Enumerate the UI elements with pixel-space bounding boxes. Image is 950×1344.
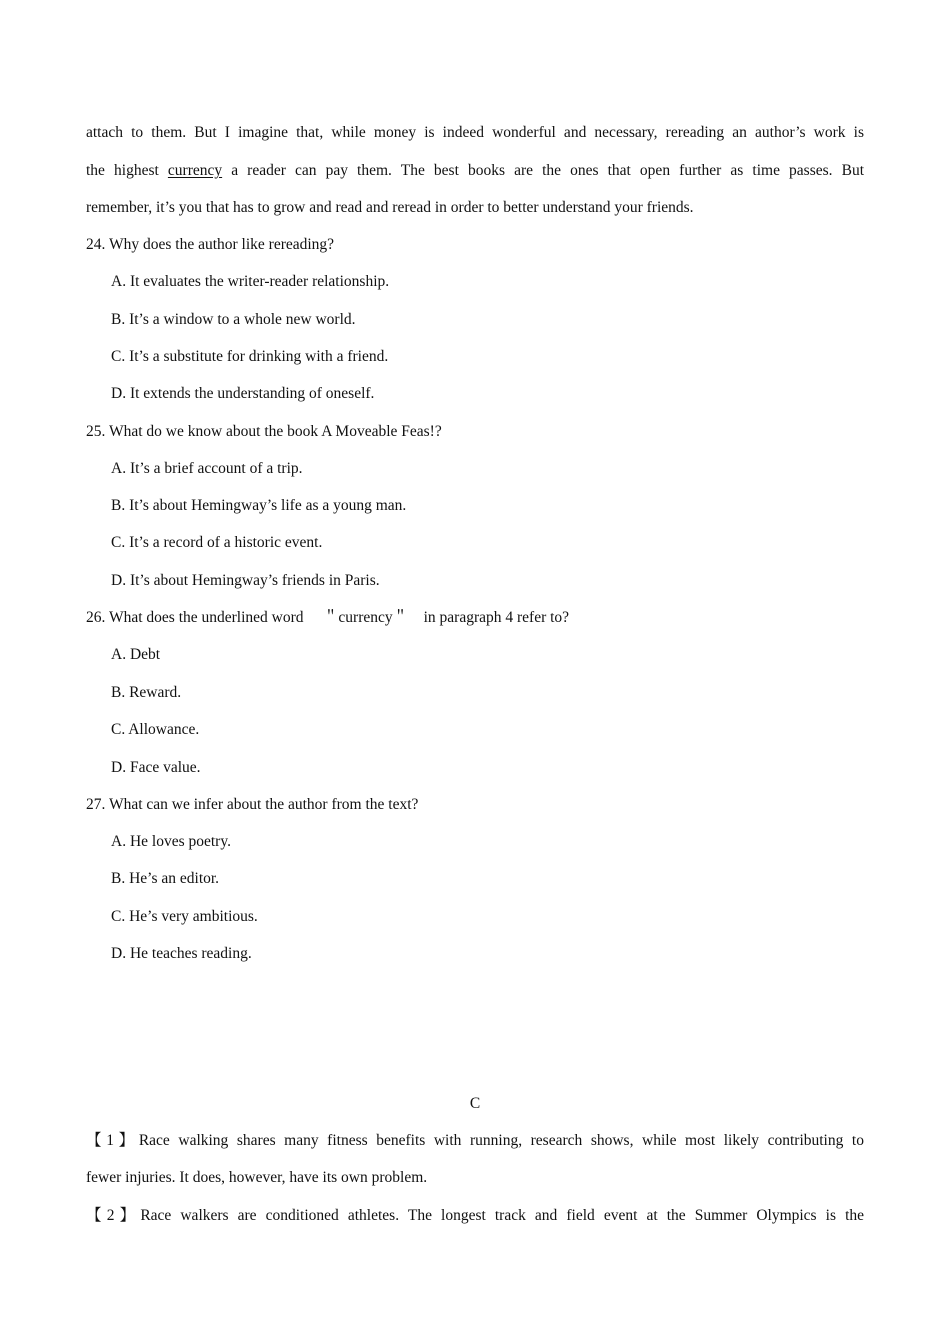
question-24-stem: 24. Why does the author like rereading? — [86, 236, 335, 253]
question-26-option-a: A. Debt — [111, 646, 161, 663]
underlined-word-currency: currency — [167, 162, 223, 179]
question-24-option-c: C. It’s a substitute for drinking with a friend. — [111, 348, 389, 365]
question-27-option-b: B. He’s an editor. — [111, 870, 220, 887]
question-24-option-a: A. It evaluates the writer-reader relationship. — [111, 273, 390, 290]
section-heading-c: C — [469, 1095, 481, 1112]
passage-line-1: attach to them. But I imagine that, while money is indeed wonderful and necessary, rereading an author’s work is — [86, 124, 864, 141]
passage-line-2 — [86, 161, 864, 181]
question-26-option-d: D. Face value. — [111, 759, 201, 776]
passage-line-2-post: a reader can pay them. The best books are the ones that open further as time passes. But — [231, 162, 865, 179]
question-26-stem: 26. What does the underlined word ＂currency＂ in paragraph 4 refer to? — [86, 609, 570, 626]
question-25-option-d: D. It’s about Hemingway’s friends in Paris. — [111, 572, 380, 589]
question-25-option-c: C. It’s a record of a historic event. — [111, 534, 323, 551]
question-26-option-b: B. Reward. — [111, 684, 182, 701]
question-25-stem: 25. What do we know about the book A Moveable Feas!? — [86, 423, 442, 440]
question-27-option-a: A. He loves poetry. — [111, 833, 231, 850]
question-26-option-c: C. Allowance. — [111, 721, 200, 738]
question-27-option-d: D. He teaches reading. — [111, 945, 252, 962]
section-c-paragraph-1-line-2: fewer injuries. It does, however, have its own problem. — [86, 1169, 428, 1186]
question-25-option-b: B. It’s about Hemingway’s life as a young man. — [111, 497, 407, 514]
passage-line-3: remember, it’s you that has to grow and read and reread in order to better understand your friends. — [86, 199, 694, 216]
section-c-paragraph-2-line-1: 【2】Race walkers are conditioned athletes. The longest track and field event at the Summer Olympics is the — [86, 1207, 864, 1224]
question-27-stem: 27. What can we infer about the author from the text? — [86, 796, 419, 813]
question-24-option-b: B. It’s a window to a whole new world. — [111, 311, 356, 328]
question-24-option-d: D. It extends the understanding of oneself. — [111, 385, 375, 402]
question-27-option-c: C. He’s very ambitious. — [111, 908, 258, 925]
section-c-paragraph-1-line-1: 【1】Race walking shares many fitness benefits with running, research shows, while most likely contributing to — [86, 1132, 864, 1149]
question-25-option-a: A. It’s a brief account of a trip. — [111, 460, 303, 477]
passage-line-2-pre: the highest — [86, 162, 159, 179]
